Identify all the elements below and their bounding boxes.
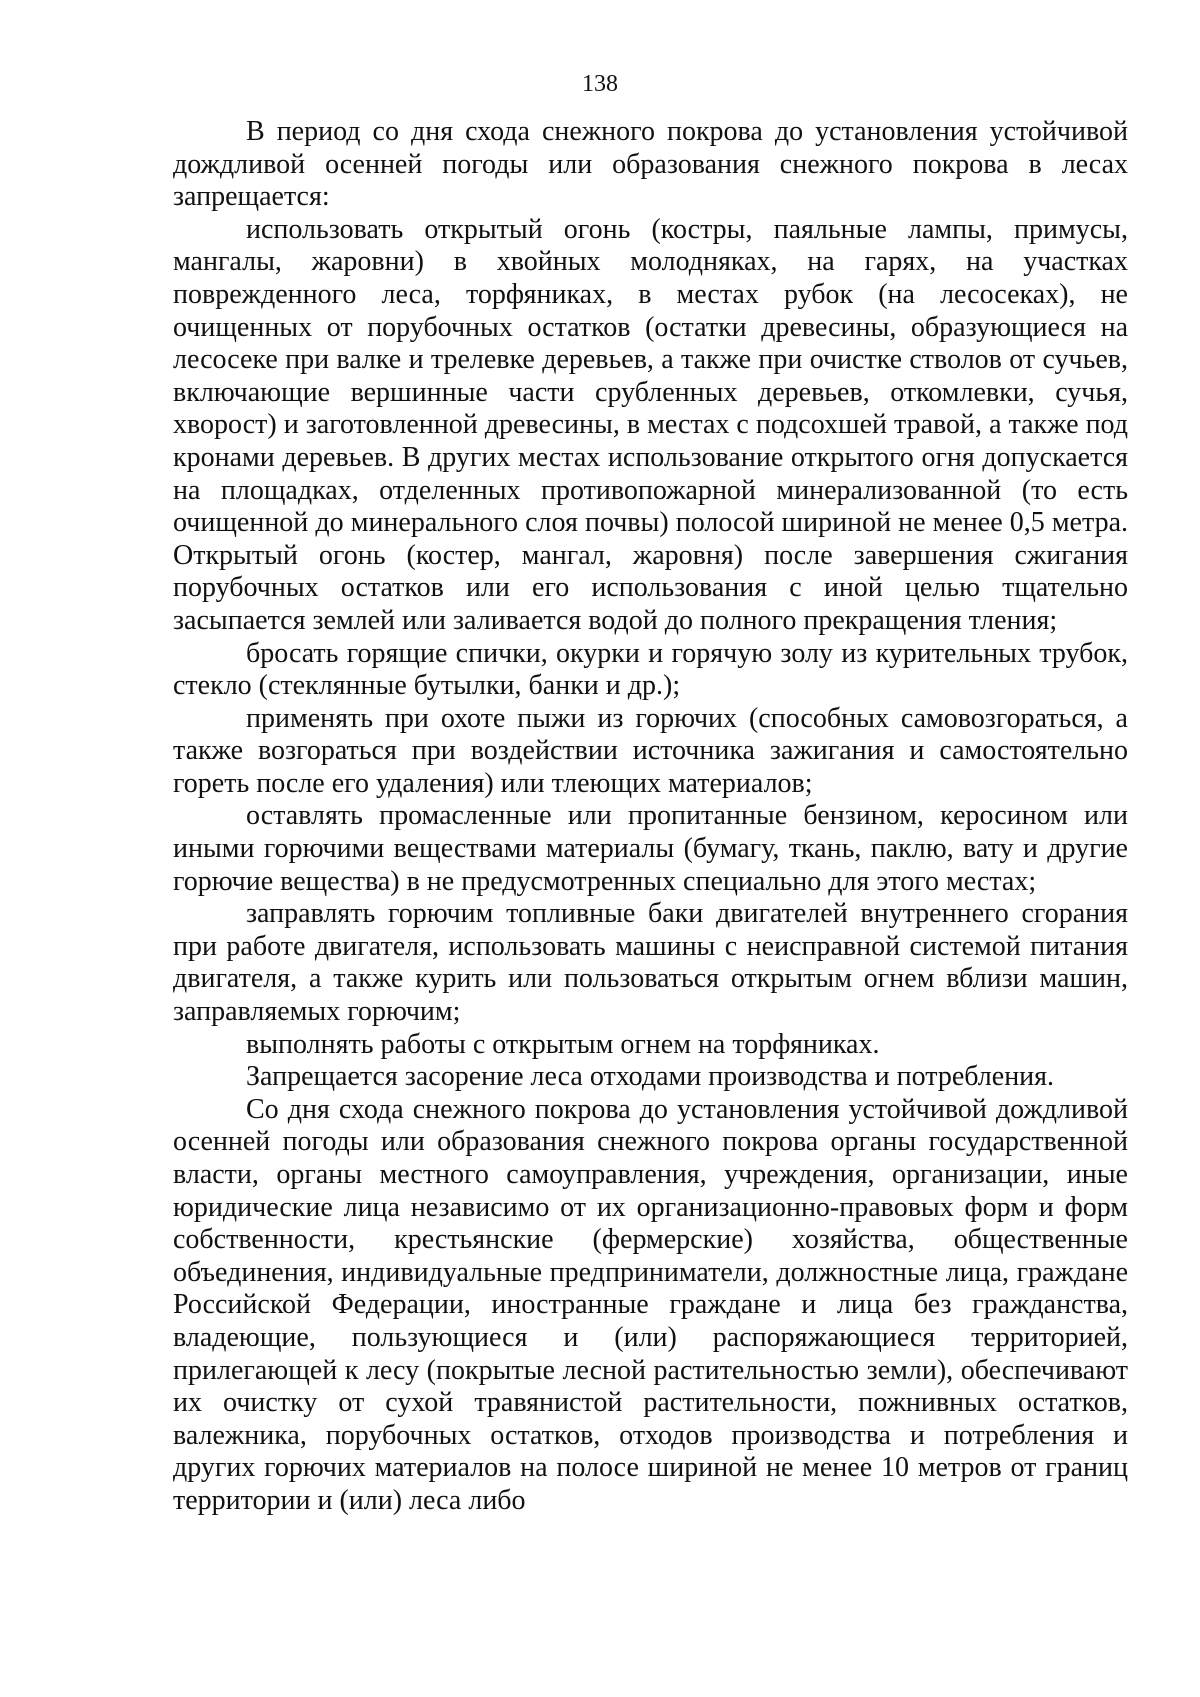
paragraph: Со дня схода снежного покрова до установления устойчивой дождливой осенней погоды или образования снежного покрова органы государственной власти, органы местного самоуправления, учреждения, организации, иные юридические лица независимо от их организационно-правовых форм и форм собственности, крестьянские (фермерские) хозяйства, общественные объединения, индивидуальные предприниматели, должностные лица, граждане Российской Федерации, иностранные граждане и лица без гражданства, владеющие, пользующиеся и (или) распоряжающиеся территорией, прилегающей к лесу (покрытые лесной растительностью земли), обеспечивают их очистку от сухой травянистой растительности, пожнивных остатков, валежника, порубочных остатков, отходов производства и потребления и других горючих материалов на полосе шириной не менее 10 метров от границ территории и (или) леса либо	[173, 1093, 1128, 1516]
page-number: 138	[582, 71, 618, 97]
paragraph: бросать горящие спички, окурки и горячую золу из курительных трубок, стекло (стеклянные бутылки, банки и др.);	[173, 637, 1128, 702]
paragraph: В период со дня схода снежного покрова до установления устойчивой дождливой осенней погоды или образования снежного покрова в лесах запрещается:	[173, 116, 1128, 213]
paragraph: заправлять горючим топливные баки двигателей внутреннего сгорания при работе двигателя, использовать машины с неисправной системой питания двигателя, а также курить или пользоваться открытым огнем вблизи машин, заправляемых горючим;	[173, 898, 1128, 1028]
document-body	[173, 116, 1128, 1518]
paragraph: Запрещается засорение леса отходами производства и потребления.	[246, 1061, 1055, 1093]
paragraph: использовать открытый огонь (костры, паяльные лампы, примусы, мангалы, жаровни) в хвойных молодняках, на гарях, на участках поврежденного леса, торфяниках, в местах рубок (на лесосеках), не очищенных от порубочных остатков (остатки древесины, образующиеся на лесосеке при валке и трелевке деревьев, а также при очистке стволов от сучьев, включающие вершинные части срубленных деревьев, откомлевки, сучья, хворост) и заготовленной древесины, в местах с подсохшей травой, а также под кронами деревьев. В других местах использование открытого огня допускается на площадках, отделенных противопожарной минерализованной (то есть очищенной до минерального слоя почвы) полосой шириной не менее 0,5 метра. Открытый огонь (костер, мангал, жаровня) после завершения сжигания порубочных остатков или его использования с иной целью тщательно засыпается землей или заливается водой до полного прекращения тления;	[173, 213, 1128, 636]
paragraph: оставлять промасленные или пропитанные бензином, керосином или иными горючими веществами материалы (бумагу, ткань, паклю, вату и другие горючие вещества) в не предусмотренных специально для этого местах;	[173, 800, 1128, 897]
paragraph: применять при охоте пыжи из горючих (способных самовозгораться, а также возгораться при воздействии источника зажигания и самостоятельно гореть после его удаления) или тлеющих материалов;	[173, 702, 1128, 799]
paragraph: выполнять работы с открытым огнем на торфяниках.	[246, 1028, 880, 1060]
